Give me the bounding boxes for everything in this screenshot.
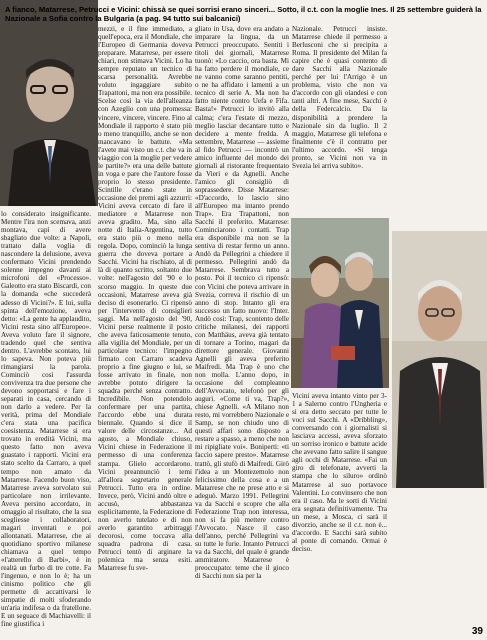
article-column-4-top: Nazionale. Petrucci insiste. Matarrese chiede il permesso a Berlusconi che si precipita a Roma. Il presidente del Milan fa capire che è quasi contento di dare Sacchi alla Nazionale perché per lui l'Arrigo è un problema, visto che non va d'accordo con gli olandesi e con tanti altri. A fine mese, Sacchi è della Federcalcio. Da la disponibilità a prendere la Nazionale sin da luglio. Il 2 maggio, Matarrese gli telefona e finalmente c'è il contratto per l'ultimo accordo. «Si tenga pronto, se Vicini non va in Svezia lei arriva subito». xyxy=(292,25,387,170)
page-number: 39 xyxy=(471,626,483,637)
article-column-2: mezzi, e il fine immediato, a quell'epoca, era il Mondiale, che l'Europeo di Germania doveva preparare. Matarrese, per essere chiari, non stimava Vicini. Lo ha sempre reputato un tecnico di scarsa personalità. Avrebbe voluto ingaggiare subito Trapattoni, ma non era possibile. Scelse così la via dell'alleanza con Azeglio con una promessa: vincere, vincere, vincere. Fino al Mondiale il rapporto è stato più o meno tranquillo, anche se non mancavano le battute. «Ma l'avete mai visto un c.t. che va in viaggio con la moglie per vedere le partite?» era una delle battute in voga e pare che l'autore fosse proprio lo stesso presidente. Scintille c'erano state in occasione dei premi agli azzurri: Vicini aveva cercato di fare il mediatore e Matarrese non aveva gradito. Ma, sino alla notte di Italia-Argentina, tutto era stato più o meno nella regola. Dopo, cominciò la lunga guerra che doveva portare a Sacchi. Vicini ha rischiato, al di là di quanto scritto, soltanto due volte: nell'agosto del '90 e lo scorso maggio. In queste due occasioni, Matarrese aveva già deciso di esonerarlo. Ci ripensò per l'intervento di consiglieri saggi. Ma nell'agosto del '90, Vicini perse realmente il posto che aveva faticosamente tenuto, alla vigilia del Mondiale, per un particolare tecnico: l'impegno firmato con Carraro scadeva proprio a fine giugno e lui, se fosse arrivato in finale, non avrebbe potuto dirigere la squadra perché senza contratto. Incredibile. Non potendolo confermare per una partita, l'accordo ebbe una durata biennale. Quando si dice il valore delle circostanze... Ad agosto, a Mondiale chiuso, Vicini chiese in Federazione il permesso di una conferenza stampa. Glielo accordarono. Vicini preannunciò i temi all'allora segretario generale Petrucci. Tutto era in ordine. Invece, però, Vicini andò oltre e accusò, abbastanza esplicitamente, la Federazione di non averlo tutelato e di non averlo garantito arbitraggi decorosi, come toccava alla squadra padrona di casa. Petrucci tentò di arginare la polemica ma senza esiti. Matarrese fu sve- xyxy=(98,25,192,573)
article-column-1: lo considerato insignificante. Mentre l'ira non scemava, anzi montava, capì di avere sbagliato due volte: a Napoli, trattato dalla voglia di nascondere la delusione, aveva confermato Vicini prendendo solenne impegno davanti ai microfoni del «Processo». Galeotto era stato Biscardi, con la domanda «che succederà adesso di Vicini?». E lui, sulla spinta dell'emozione, aveva detto: «La gente ha applaudito, Vicini resta sino all'Europeo». Aveva voluto fare il signore, tradendo quel che sentiva dentro. L'avrebbe scontato, lui lo sapeva. Non poteva più rimangiarsi la parola. Cominciò così l'assurda convivenza tra due persone che devono sopportarsi e fare i separati in casa, cercando di non darlo a vedere. Per la verità, prima del Mondiale c'era stata una pacifica coesistenza. Matarrese si era trovato in eredità Vicini, ma questo fatto non aveva guastato i rapporti. Vicini era stato scelto da Carraro, a quel tempo non amato da Matarrese. Facendo buon viso, Matarrese aveva sorvolato sui particolare non irrilevante. Aveva persino accordato, in omaggio al risultato, che la sua scegliesse i collaboratori, magari inventati e poi allontanati. Matarrese, che ai quotidiano sportivo milanese chiamava a quel tempo «l'atterello di Barbi», è in realtà un furbo di tre cotte. Fa l'ingenuo, e non lo è; ha un cinismo politico che gli permette di accattivarsi le simpatie di molti sfoderando un'aria indifesa o da fratellone. E un seguace di Machiavelli: il fine giustifica i xyxy=(1,210,91,629)
article-column-5-bottom xyxy=(392,491,486,638)
article-column-4-bottom: Vicini aveva intanto vinto per 3-1 a Salerno contro l'Ungheria e si era detto seccato per tutte le voci sul Sacchi. A «Dribbling», conversando con i giornalisti si lasciava accessi, aveva sforzato un sorriso ironico e battute acide che avevano fatto salire il sangue agli occhi di Matarrese. «Fai un giro di telefonate, avverti la stampa che lo siluro» ordinò Matarrese al suo portavoce Valentini. Lo convinsero che non era il caso. Ma le sorti di Vicini era segnata definitivamente. Tra un mese, a Mosca, ci sarà il divorzio, anche se il c.t. non è... d'accordo. E Sacchi sarà subito al ponte di comando. Ormai è deciso. xyxy=(292,392,387,553)
photo-vicini-and-wife xyxy=(291,218,389,388)
photo-caption: A fianco, Matarrese, Petrucci e Vicini: chissà se quei sorrisi erano sinceri... Sotto, il c.t. con la moglie Ines. Il 25 settembre guiderà la Nazionale a Sofia contro la Bulgaria (a pag. 94 tutto sui balcanici) xyxy=(5,5,482,23)
photo-left-officials xyxy=(0,0,98,206)
article-column-5-top xyxy=(392,25,486,230)
photo-right-portrait xyxy=(392,231,487,488)
article-column-3: gliato in Usa, dove era andato a imparare la lingua, da un Petrucci preoccupato. Sentiti i titoli dei giornali, Matarrese tuonò: «Lo caccio, ora basta. Mi ha fatto perdere il mondiale, ce ne vanno come saranno pentiti, o ne ha affidato i lamenti a un tecnico di serie A. Ma non ha fatto niente contro Uefa e Fifa. Basta!» Petrucci lo invitò alla calma; c'era l'estate di mezzo, meglio lasciar decantare tutto e decidere a mente fredda. A settembre, Matarrese — assieme al fido Petrucci — incontrò un amico influente del mondo dei giornali al ristorante frequentato da Vieri e da Agnelli. Anche l'amico gli consigliò di soprassedere. Disse Matarrese: «D'accordo, lo lascio sino all'Europeo ma intanto prendo Trap». Era Trapattoni, non Sacchi il preferito. Matarrese: Cominciarono i contatti. Trap era disponibile ma non se la sentiva di restar fermo un anno. Andò da Pellegrini a chiedere il permesso. Pellegrini andò da Matarrese. Sembrava tutto a posto. Poi il tecnico ci ripensò: con Vicini che poteva arrivare in Svezia, correva il rischio di un anno di stop. Intanto gli era successo un fatto nuovo: l'Inter. Andò così: Trap, scontento delle critiche milanesi, dei rapporti con Matthäus, aveva già tentato di tornare a Torino, magari da direttore generale. Giovanni Agnelli gli aveva preferito Maifredi. Ma Trap è uno che non molla. L'anno dopo, in occasione del compleanno dell'Avvocato, telefonò per gli auguri. «Come ti va, Trap?», chiese Agnelli. «A Milano non resto, mi vorrebbero Nazionale e Samp, se non chiudo uno di questi affari sono disposto a restare a spasso, a meno che non mi ripigliate voi». Boniperti: «ti faccio sapere presto». Matarrese trattò, gli stufò di Maifredi. Girò l'idea a un Montezemolo non felicissimo della cosa e a un Matarrese che ne prese atto e si adeguò. Marzo 1991. Pellegrini va da Sacchi e scopre che alla Federazione Trap non interessa, non si fa più mettere contro l'Avvocato. Nasce il caso dell'anno, perché Pellegrini va su tutte le furie. Intanto Petrucci va da Sacchi, del quale è grande ammiratore. Matarrese è preoccupato: teme che il gioco di Sacchi non sia per la xyxy=(195,25,289,581)
